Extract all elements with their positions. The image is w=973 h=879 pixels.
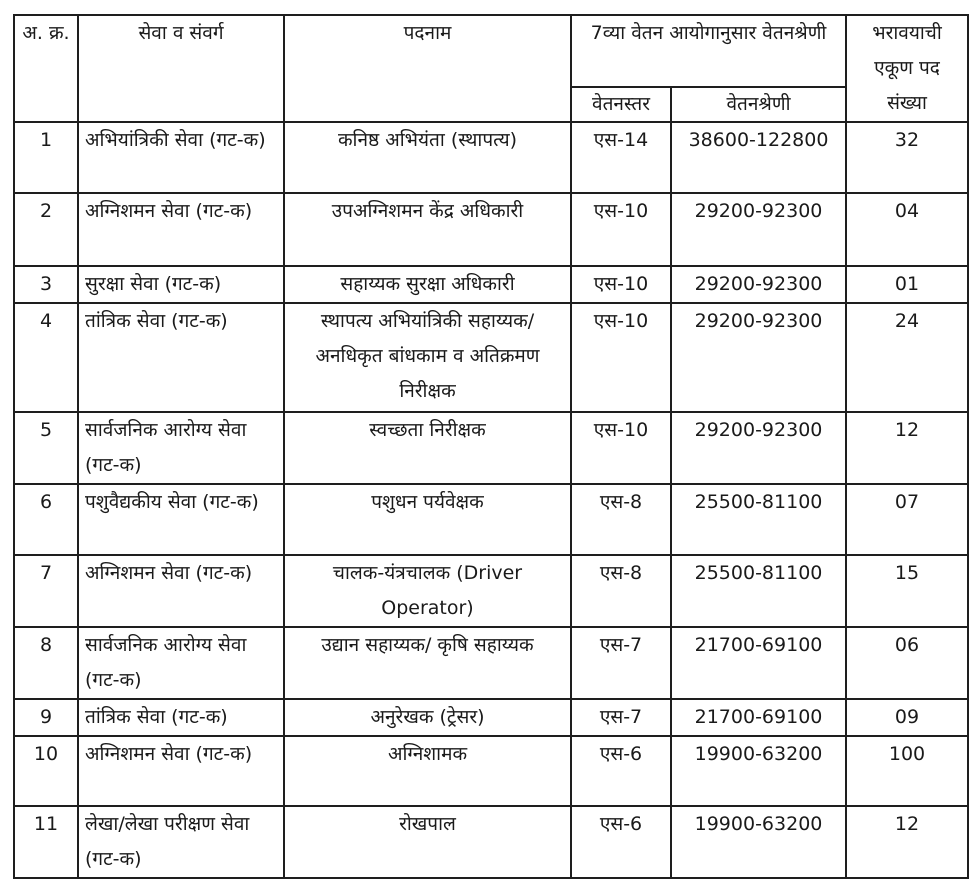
cell-serial: 7 xyxy=(14,555,78,627)
cell-pay-scale: 21700-69100 xyxy=(671,699,846,736)
cell-serial: 2 xyxy=(14,193,78,266)
header-row xyxy=(14,15,968,87)
cell-designation: स्थापत्य अभियांत्रिकी सहाय्यक/अनधिकृत बांधकाम व अतिक्रमण निरीक्षक xyxy=(284,303,571,412)
cell-posts: 32 xyxy=(846,122,968,193)
cell-pay-level: एस-10 xyxy=(571,266,671,303)
cell-posts: 24 xyxy=(846,303,968,412)
recruitment-posts-table xyxy=(13,14,969,879)
cell-designation: रोखपाल xyxy=(284,806,571,878)
table-row xyxy=(14,555,968,627)
cell-designation: उद्यान सहाय्यक/ कृषि सहाय्यक xyxy=(284,627,571,699)
cell-designation: चालक-यंत्रचालक (Driver Operator) xyxy=(284,555,571,627)
cell-posts: 01 xyxy=(846,266,968,303)
cell-pay-scale: 38600-122800 xyxy=(671,122,846,193)
cell-posts: 100 xyxy=(846,736,968,806)
cell-pay-scale: 25500-81100 xyxy=(671,484,846,555)
table-row xyxy=(14,736,968,806)
table-row xyxy=(14,484,968,555)
table-row xyxy=(14,627,968,699)
cell-posts: 04 xyxy=(846,193,968,266)
cell-posts: 07 xyxy=(846,484,968,555)
cell-pay-scale: 29200-92300 xyxy=(671,193,846,266)
cell-service: सुरक्षा सेवा (गट-क) xyxy=(78,266,284,303)
header-pay-level: वेतनस्तर xyxy=(571,87,671,122)
cell-pay-level: एस-7 xyxy=(571,699,671,736)
cell-pay-scale: 29200-92300 xyxy=(671,303,846,412)
cell-service: सार्वजनिक आरोग्य सेवा (गट-क) xyxy=(78,412,284,484)
cell-pay-scale: 21700-69100 xyxy=(671,627,846,699)
cell-pay-scale: 19900-63200 xyxy=(671,736,846,806)
table-row xyxy=(14,266,968,303)
cell-serial: 1 xyxy=(14,122,78,193)
cell-service: तांत्रिक सेवा (गट-क) xyxy=(78,699,284,736)
cell-service: सार्वजनिक आरोग्य सेवा (गट-क) xyxy=(78,627,284,699)
cell-posts: 15 xyxy=(846,555,968,627)
table-row xyxy=(14,806,968,878)
cell-serial: 8 xyxy=(14,627,78,699)
cell-posts: 06 xyxy=(846,627,968,699)
cell-pay-level: एस-14 xyxy=(571,122,671,193)
cell-designation: पशुधन पर्यवेक्षक xyxy=(284,484,571,555)
header-pay-scale: वेतनश्रेणी xyxy=(671,87,846,122)
cell-serial: 10 xyxy=(14,736,78,806)
cell-pay-level: एस-8 xyxy=(571,484,671,555)
cell-service: अग्निशमन सेवा (गट-क) xyxy=(78,193,284,266)
cell-service: अग्निशमन सेवा (गट-क) xyxy=(78,736,284,806)
cell-pay-scale: 29200-92300 xyxy=(671,412,846,484)
header-pay-group: 7व्या वेतन आयोगानुसार वेतनश्रेणी xyxy=(571,15,846,87)
cell-pay-level: एस-8 xyxy=(571,555,671,627)
header-serial: अ. क्र. xyxy=(14,15,78,122)
cell-pay-level: एस-10 xyxy=(571,412,671,484)
cell-service: तांत्रिक सेवा (गट-क) xyxy=(78,303,284,412)
cell-serial: 11 xyxy=(14,806,78,878)
cell-pay-level: एस-6 xyxy=(571,736,671,806)
cell-designation: सहाय्यक सुरक्षा अधिकारी xyxy=(284,266,571,303)
header-designation: पदनाम xyxy=(284,15,571,122)
cell-posts: 12 xyxy=(846,806,968,878)
cell-posts: 09 xyxy=(846,699,968,736)
header-total-posts: भरावयाची एकूण पद संख्या xyxy=(846,15,968,122)
table-row xyxy=(14,699,968,736)
table-row xyxy=(14,122,968,193)
table-row xyxy=(14,303,968,412)
table-row xyxy=(14,412,968,484)
cell-designation: स्वच्छता निरीक्षक xyxy=(284,412,571,484)
cell-pay-level: एस-10 xyxy=(571,193,671,266)
cell-service: पशुवैद्यकीय सेवा (गट-क) xyxy=(78,484,284,555)
cell-service: अभियांत्रिकी सेवा (गट-क) xyxy=(78,122,284,193)
cell-designation: कनिष्ठ अभियंता (स्थापत्य) xyxy=(284,122,571,193)
cell-designation: अग्निशामक xyxy=(284,736,571,806)
cell-pay-scale: 19900-63200 xyxy=(671,806,846,878)
cell-pay-level: एस-6 xyxy=(571,806,671,878)
cell-serial: 6 xyxy=(14,484,78,555)
cell-service: लेखा/लेखा परीक्षण सेवा (गट-क) xyxy=(78,806,284,878)
cell-pay-level: एस-7 xyxy=(571,627,671,699)
cell-serial: 9 xyxy=(14,699,78,736)
table-row xyxy=(14,193,968,266)
cell-designation: अनुरेखक (ट्रेसर) xyxy=(284,699,571,736)
cell-serial: 5 xyxy=(14,412,78,484)
cell-pay-scale: 25500-81100 xyxy=(671,555,846,627)
header-service: सेवा व संवर्ग xyxy=(78,15,284,122)
cell-serial: 4 xyxy=(14,303,78,412)
cell-designation: उपअग्निशमन केंद्र अधिकारी xyxy=(284,193,571,266)
cell-serial: 3 xyxy=(14,266,78,303)
cell-posts: 12 xyxy=(846,412,968,484)
cell-pay-level: एस-10 xyxy=(571,303,671,412)
cell-pay-scale: 29200-92300 xyxy=(671,266,846,303)
cell-service: अग्निशमन सेवा (गट-क) xyxy=(78,555,284,627)
